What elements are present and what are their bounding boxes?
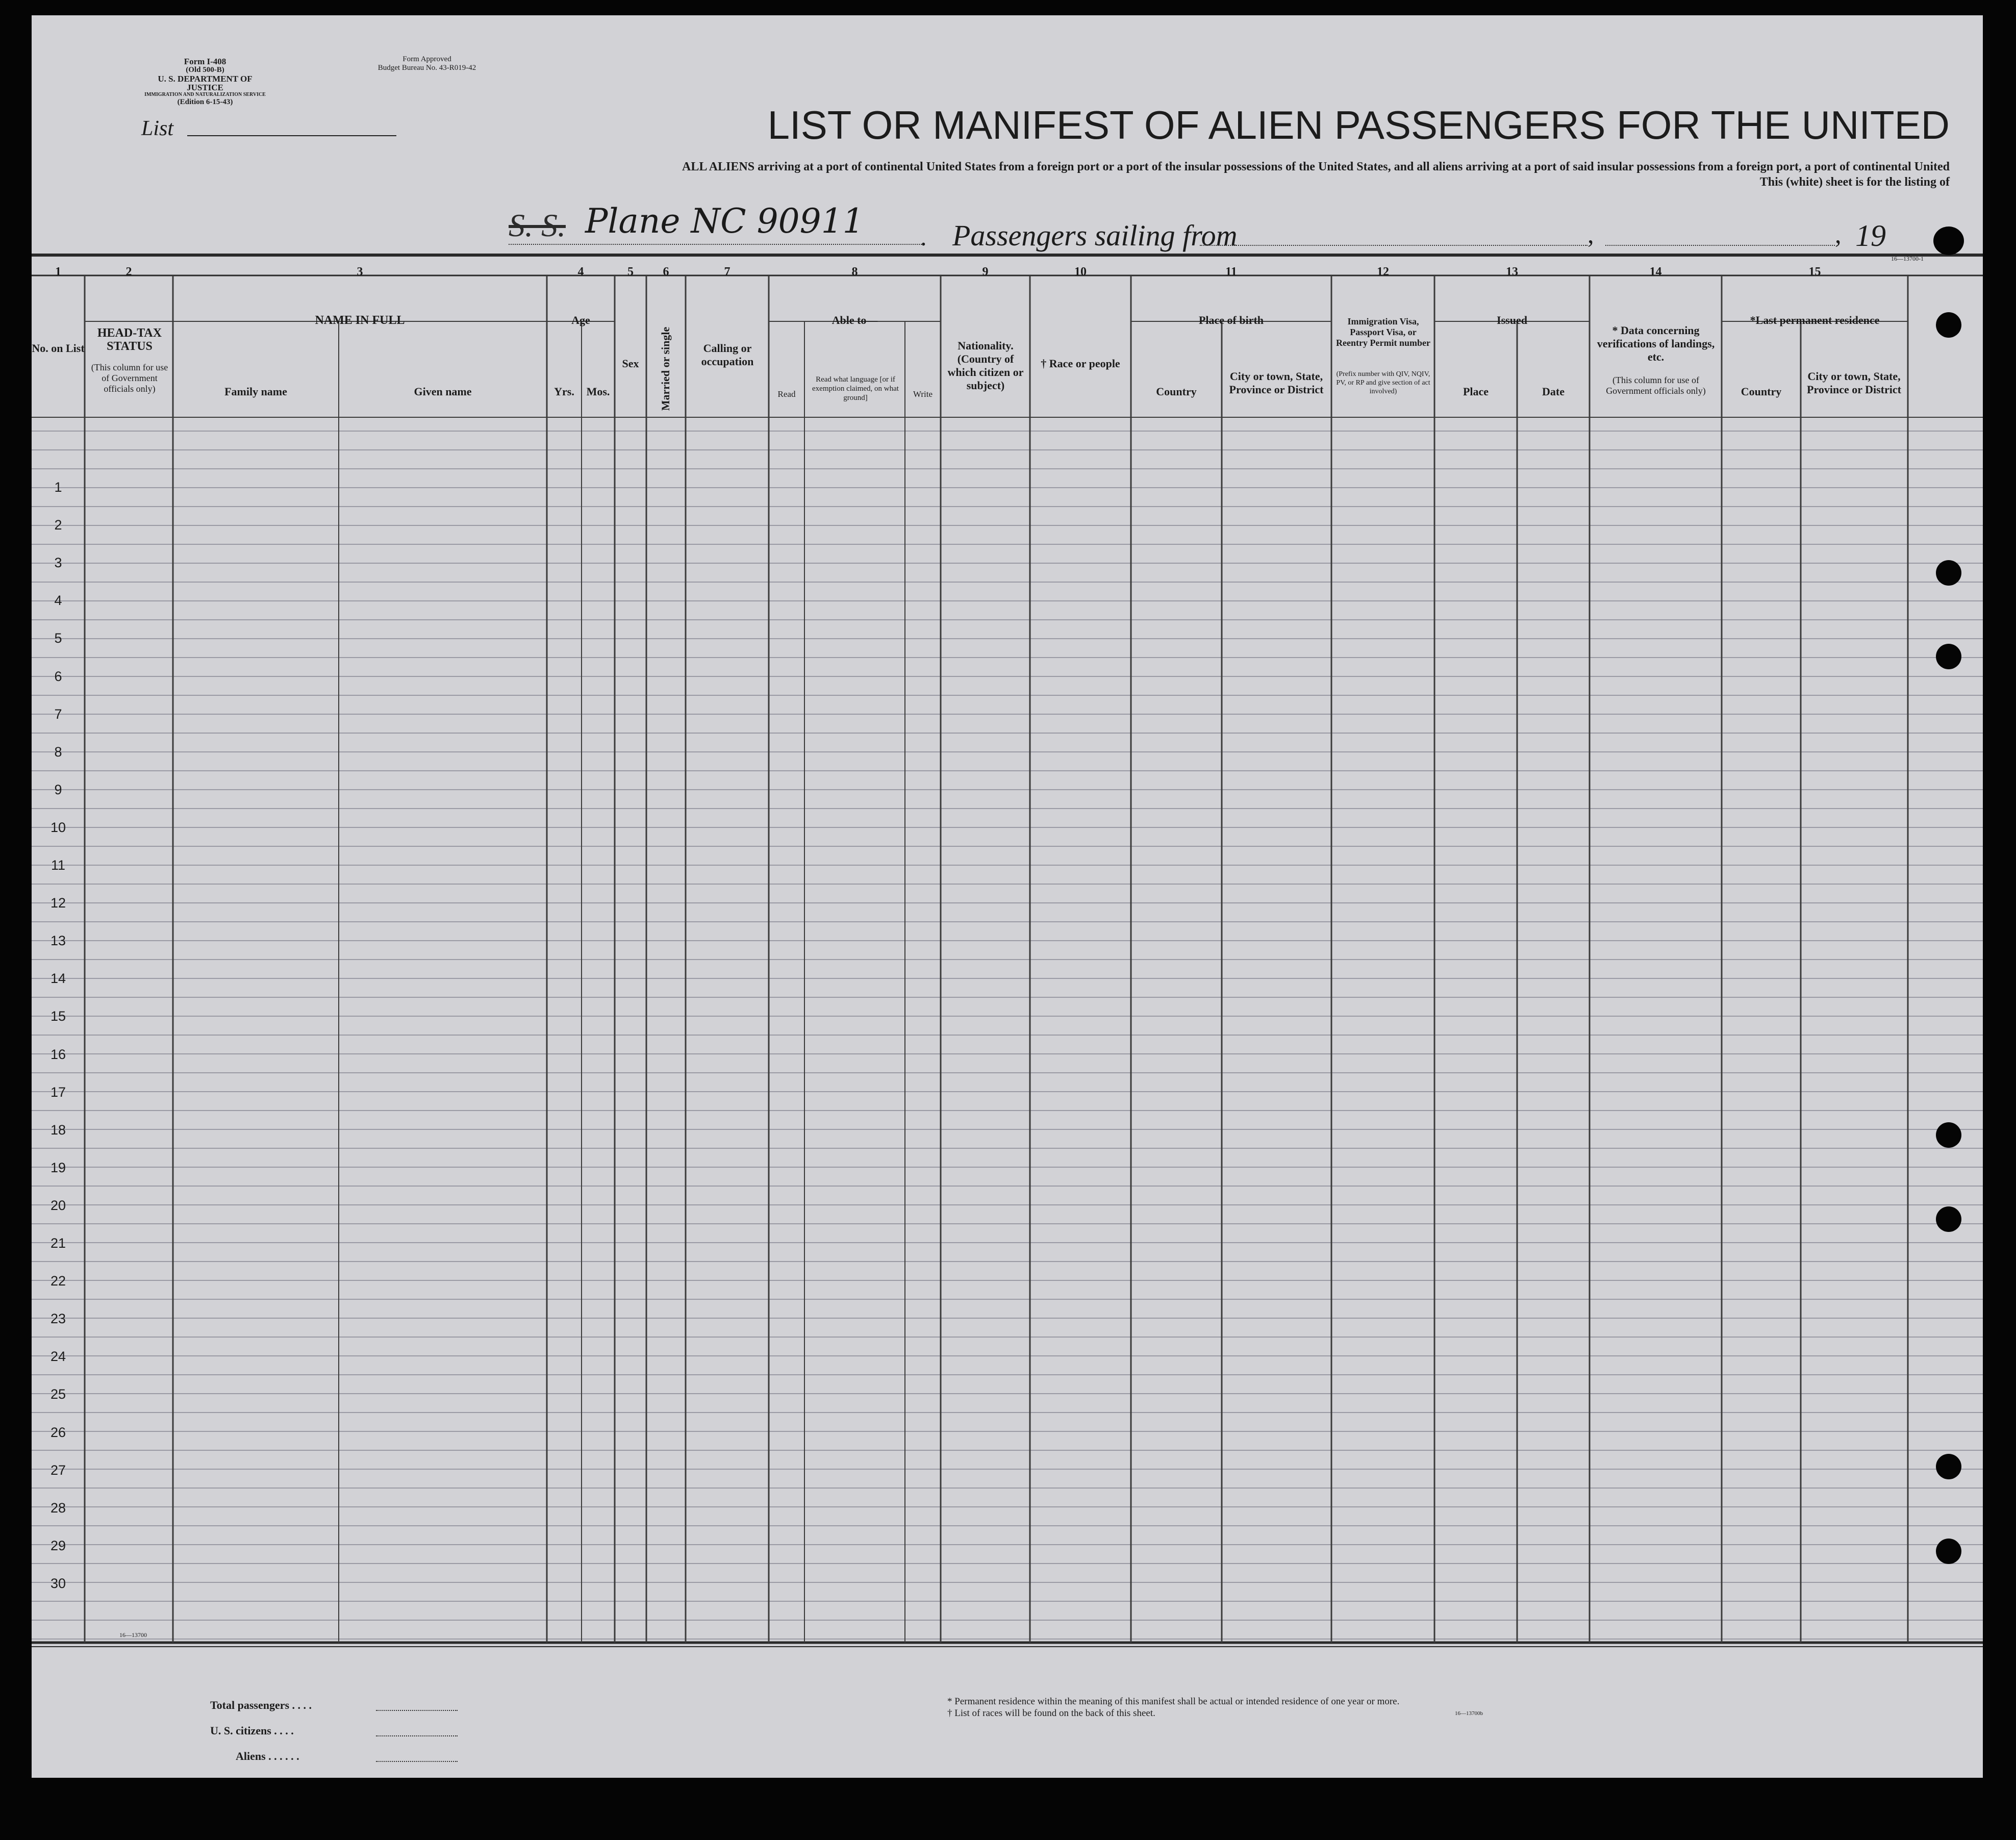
row-number: 11 <box>51 858 66 873</box>
us-citizens-label: U. S. citizens . . . . <box>210 1724 294 1737</box>
row-number: 4 <box>54 593 62 609</box>
us-citizens-field[interactable] <box>376 1735 458 1736</box>
header-head-tax: HEAD-TAX STATUS <box>97 326 162 353</box>
total-passengers-field[interactable] <box>376 1710 458 1711</box>
service: IMMIGRATION AND NATURALIZATION SERVICE <box>144 92 266 97</box>
footnote-code: 16—13700b <box>1455 1710 1483 1717</box>
row-number: 3 <box>54 555 62 571</box>
header-last-residence: *Last permanent residence <box>1750 314 1880 326</box>
row-number: 26 <box>50 1424 66 1440</box>
header-family-name: Family name <box>224 385 287 398</box>
header-name-in-full: NAME IN FULL <box>315 314 405 327</box>
header-residence-country: Country <box>1741 385 1782 398</box>
row-number: 9 <box>54 782 62 797</box>
comma: , <box>1587 220 1594 248</box>
header-mos: Mos. <box>586 385 610 398</box>
header-married: Married or single <box>659 326 672 411</box>
sailing-label: Passengers sailing from <box>952 219 1238 252</box>
row-number: 23 <box>50 1311 66 1327</box>
department: U. S. DEPARTMENT OF JUSTICE <box>158 74 253 92</box>
header-visa: Immigration Visa, Passport Visa, or Reentry Permit number <box>1336 316 1430 348</box>
row-number: 27 <box>50 1462 66 1478</box>
footnote-permanent: * Permanent residence within the meaning of this manifest shall be actual or intended residence of one year or more. <box>947 1696 1400 1707</box>
binder-hole <box>1936 644 1961 669</box>
header-nationality: Nationality. (Country of which citizen or subject) <box>947 339 1024 392</box>
col-number-8: 8 <box>851 265 858 279</box>
header-birth-country: Country <box>1156 385 1197 398</box>
header-no-on-list: No. on List <box>32 342 85 355</box>
binder-hole <box>1933 226 1964 255</box>
row-number: 22 <box>50 1273 66 1289</box>
col-number-1: 1 <box>55 265 61 279</box>
table-grid <box>32 15 1983 1778</box>
header-age: Age <box>571 314 590 326</box>
row-number: 2 <box>54 517 62 533</box>
col-number-9: 9 <box>982 265 989 279</box>
header-read: Read <box>777 389 796 399</box>
row-number: 19 <box>50 1160 66 1175</box>
header-race: † Race or people <box>1041 357 1120 370</box>
row-number: 8 <box>54 744 62 760</box>
binder-hole <box>1936 560 1961 586</box>
header-visa-note: (Prefix number with QIV, NQIV, PV, or RP and give section of act involved) <box>1336 370 1430 395</box>
header-able-to: Able to— <box>831 314 878 326</box>
row-number: 18 <box>50 1122 66 1138</box>
edition: (Edition 6-15-43) <box>177 98 233 106</box>
aliens-field[interactable] <box>376 1761 458 1762</box>
row-number: 21 <box>50 1236 66 1251</box>
binder-hole <box>1936 1206 1961 1232</box>
comma-2: , <box>1835 220 1842 248</box>
list-label: List <box>141 117 174 140</box>
col-number-12: 12 <box>1377 265 1389 279</box>
binder-hole <box>1936 1539 1961 1564</box>
row-number: 5 <box>54 631 62 646</box>
manifest-sheet <box>32 15 1983 1778</box>
row-number: 25 <box>50 1387 66 1402</box>
header-birth-city: City or town, State, Province or District <box>1229 370 1324 396</box>
year-prefix: 19 <box>1855 219 1886 253</box>
row-number: 17 <box>50 1084 66 1100</box>
header-data-note: (This column for use of Government officials only) <box>1606 375 1706 396</box>
budget-bureau: Budget Bureau No. 43-R019-42 <box>377 64 476 72</box>
form-old-number: (Old 500-B) <box>186 66 224 74</box>
header-given-name: Given name <box>414 385 472 398</box>
header-read-language: Read what language [or if exemption claimed, on what ground] <box>812 375 899 402</box>
total-passengers-label: Total passengers . . . . <box>210 1699 312 1711</box>
vessel-name-handwritten[interactable]: Plane NC 90911 <box>585 201 864 241</box>
col-number-5: 5 <box>627 265 634 279</box>
col-number-3: 3 <box>357 265 363 279</box>
row-number: 12 <box>50 895 66 911</box>
binder-hole <box>1936 1454 1961 1479</box>
header-place-of-birth: Place of birth <box>1198 314 1264 326</box>
row-number: 6 <box>54 668 62 684</box>
row-number: 7 <box>54 706 62 722</box>
header-issued-place: Place <box>1463 385 1489 398</box>
header-issued-date: Date <box>1542 385 1565 398</box>
header-calling: Calling or occupation <box>701 342 754 368</box>
vessel-prefix: S. S. <box>509 207 566 243</box>
header-data-concerning: * Data concerning verifications of landings, etc. <box>1597 324 1715 363</box>
col-number-7: 7 <box>724 265 730 279</box>
col-number-4: 4 <box>577 265 584 279</box>
row-number: 16 <box>50 1046 66 1062</box>
binder-hole <box>1936 1122 1961 1148</box>
col-number-14: 14 <box>1649 265 1662 279</box>
header-issued: Issued <box>1497 314 1527 326</box>
col-number-13: 13 <box>1506 265 1518 279</box>
form-number: Form I-408 <box>184 57 226 66</box>
page-title: LIST OR MANIFEST OF ALIEN PASSENGERS FOR THE UNITED <box>767 103 1950 147</box>
col-number-2: 2 <box>125 265 132 279</box>
form-approved: Form Approved <box>402 55 451 63</box>
row-number: 20 <box>50 1197 66 1213</box>
print-code: 16—13700 <box>119 1631 147 1639</box>
corner-code: 16—13700-1 <box>1891 255 1924 262</box>
footnote-races: † List of races will be found on the back of this sheet. <box>947 1708 1155 1719</box>
subtitle-line-2: This (white) sheet is for the listing of <box>1759 175 1950 189</box>
col-number-6: 6 <box>663 265 669 279</box>
row-number: 13 <box>50 933 66 949</box>
header-residence-city: City or town, State, Province or District <box>1807 370 1901 396</box>
subtitle-line-1: ALL ALIENS arriving at a port of continental United States from a foreign port or a port of the insular possessions of the United States, and all aliens arriving at a port of said insular possessions from a foreign port, a port of continental United <box>682 160 1950 173</box>
header-head-tax-note: (This column for use of Government officials only) <box>91 362 168 394</box>
header-write: Write <box>913 389 933 399</box>
header-sex: Sex <box>622 357 639 370</box>
row-number: 14 <box>50 971 66 987</box>
row-number: 1 <box>54 480 62 495</box>
header-yrs: Yrs. <box>554 385 574 398</box>
col-number-15: 15 <box>1808 265 1821 279</box>
vessel-period: . <box>920 222 927 251</box>
binder-hole <box>1936 312 1961 338</box>
row-number: 24 <box>50 1349 66 1365</box>
col-number-11: 11 <box>1225 265 1237 279</box>
row-number: 10 <box>50 819 66 835</box>
row-number: 29 <box>50 1537 66 1553</box>
aliens-label: Aliens . . . . . . <box>236 1750 299 1762</box>
row-number: 15 <box>50 1009 66 1024</box>
col-number-10: 10 <box>1074 265 1087 279</box>
row-number: 28 <box>50 1500 66 1516</box>
row-number: 30 <box>50 1575 66 1591</box>
